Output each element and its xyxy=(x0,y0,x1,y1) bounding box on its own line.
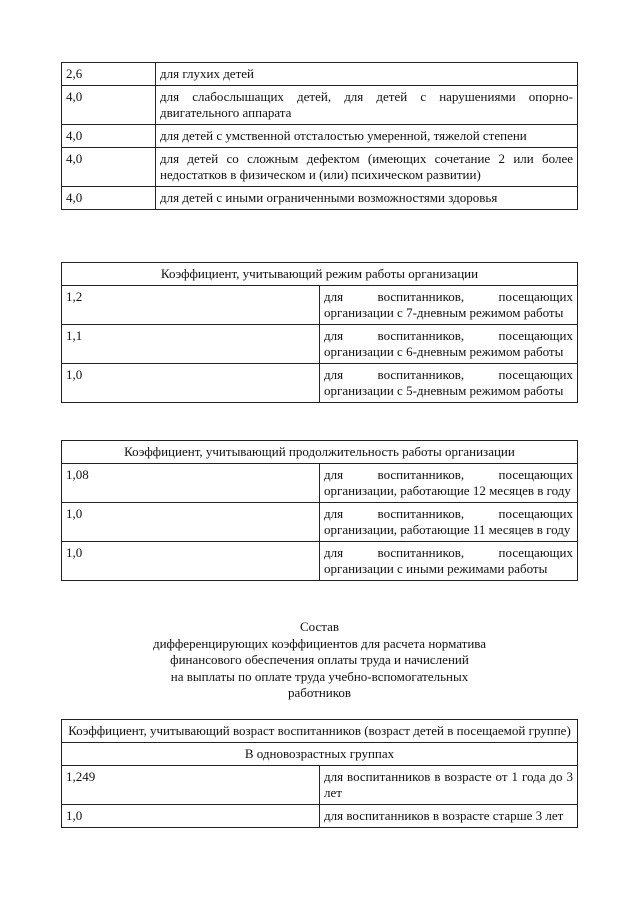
coefficient-value: 1,0 xyxy=(62,364,320,403)
coefficient-value: 1,249 xyxy=(62,766,320,805)
table-row xyxy=(62,286,578,325)
coefficient-description: для слабослышащих детей, для детей с нарушениями опорно-двигательного аппарата xyxy=(156,86,578,125)
disability-coefficient-table xyxy=(61,62,578,210)
table-header-row xyxy=(62,263,578,286)
work-mode-coefficient-table xyxy=(61,262,578,403)
coefficient-value: 4,0 xyxy=(62,125,156,148)
table-row xyxy=(62,503,578,542)
table-row xyxy=(62,766,578,805)
coefficient-value: 1,0 xyxy=(62,542,320,581)
table-header-row xyxy=(62,441,578,464)
table-row xyxy=(62,63,578,86)
table-row xyxy=(62,86,578,125)
caption-line: на выплаты по оплате труда учебно-вспомогательных xyxy=(170,668,469,684)
caption-line: дифференцирующих коэффициентов для расчета норматива xyxy=(152,635,487,651)
table-row xyxy=(62,542,578,581)
table-row xyxy=(62,805,578,828)
coefficient-description: для детей с умственной отсталостью умеренной, тяжелой степени xyxy=(156,125,578,148)
coefficient-description: для детей с иными ограниченными возможностями здоровья xyxy=(156,187,578,210)
coefficient-value: 1,08 xyxy=(62,464,320,503)
coefficient-description: для воспитанников, посещающих организации с 6-дневным режимом работы xyxy=(320,325,578,364)
table-header: Коэффициент, учитывающий возраст воспитанников (возраст детей в посещаемой группе) xyxy=(62,720,578,743)
caption-line: финансового обеспечения оплаты труда и начислений xyxy=(170,652,469,667)
section-caption xyxy=(61,619,578,702)
age-coefficient-table xyxy=(61,719,578,828)
table-header: Коэффициент, учитывающий режим работы организации xyxy=(62,263,578,286)
table-subheader: В одновозрастных группах xyxy=(62,743,578,766)
coefficient-value: 1,0 xyxy=(62,805,320,828)
table-row xyxy=(62,148,578,187)
coefficient-description: для глухих детей xyxy=(156,63,578,86)
caption-line: Состав xyxy=(299,619,339,634)
coefficient-value: 4,0 xyxy=(62,86,156,125)
table-row xyxy=(62,125,578,148)
coefficient-description: для воспитанников в возрасте старше 3 лет xyxy=(320,805,578,828)
coefficient-value: 4,0 xyxy=(62,187,156,210)
work-duration-coefficient-table xyxy=(61,440,578,581)
table-row xyxy=(62,187,578,210)
coefficient-description: для воспитанников в возрасте от 1 года до 3 лет xyxy=(320,766,578,805)
coefficient-value: 1,0 xyxy=(62,503,320,542)
coefficient-value: 4,0 xyxy=(62,148,156,187)
coefficient-description: для детей со сложным дефектом (имеющих сочетание 2 или более недостатков в физическом и (или) психическом развитии) xyxy=(156,148,578,187)
table-row xyxy=(62,364,578,403)
table-subheader-row xyxy=(62,743,578,766)
coefficient-value: 1,2 xyxy=(62,286,320,325)
coefficient-description: для воспитанников, посещающих организации с иными режимами работы xyxy=(320,542,578,581)
coefficient-description: для воспитанников, посещающих организации с 7-дневным режимом работы xyxy=(320,286,578,325)
caption-line: работников xyxy=(287,685,352,700)
coefficient-description: для воспитанников, посещающих организации, работающие 12 месяцев в году xyxy=(320,464,578,503)
coefficient-value: 1,1 xyxy=(62,325,320,364)
coefficient-description: для воспитанников, посещающих организации с 5-дневным режимом работы xyxy=(320,364,578,403)
table-header: Коэффициент, учитывающий продолжительность работы организации xyxy=(62,441,578,464)
table-row xyxy=(62,325,578,364)
coefficient-description: для воспитанников, посещающих организации, работающие 11 месяцев в году xyxy=(320,503,578,542)
table-row xyxy=(62,464,578,503)
table-header-row xyxy=(62,720,578,743)
coefficient-value: 2,6 xyxy=(62,63,156,86)
